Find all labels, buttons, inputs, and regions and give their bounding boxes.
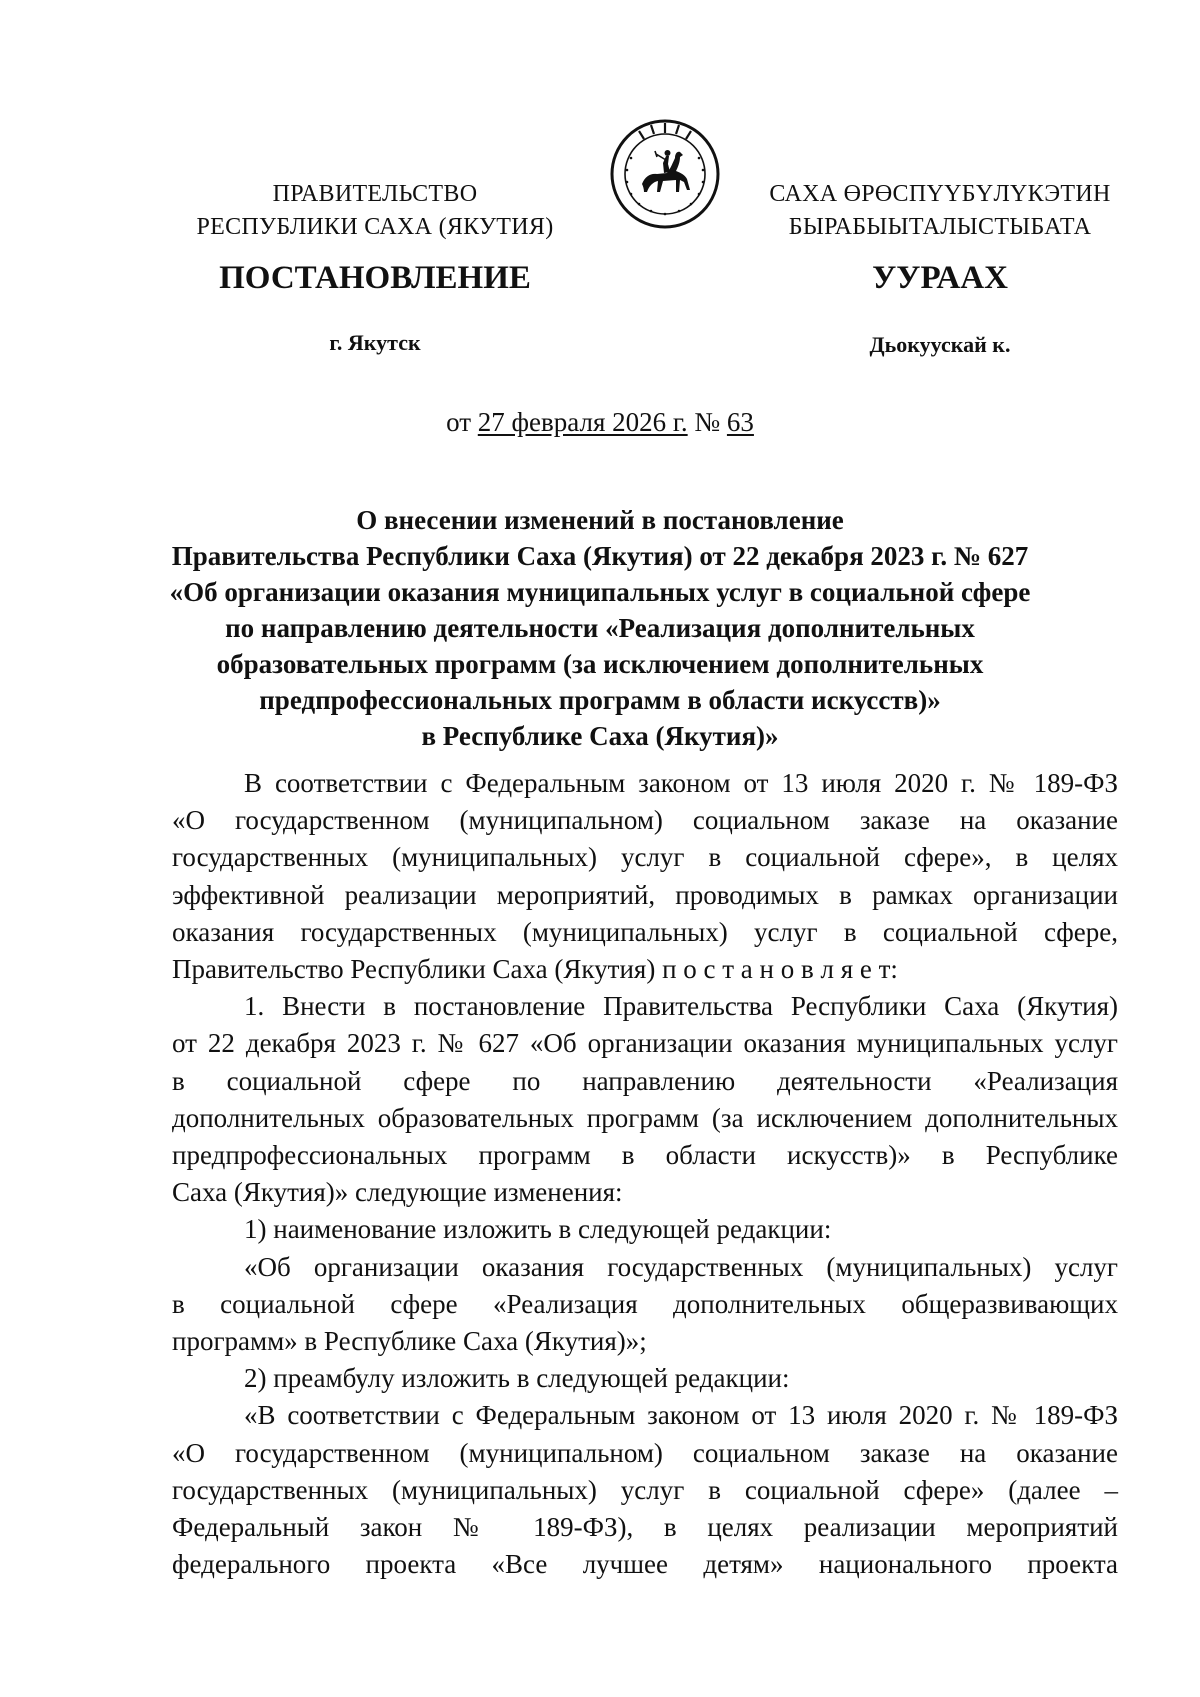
title-line: в Республике Саха (Якутия)» (421, 721, 779, 751)
title-line: О внесении изменений в постановление (356, 505, 844, 535)
body-line: предпрофессиональных программ в области искусств)» в Республике (172, 1140, 1118, 1171)
date-prefix: от (446, 407, 472, 437)
city-yakut: Дьокуускай к. (869, 332, 1011, 357)
body-line: «О государственном (муниципальном) социальном заказе на оказание (172, 1437, 1118, 1468)
body-line: федерального проекта «Все лучшее детям» национального проекта (172, 1549, 1118, 1580)
city-russian: г. Якутск (329, 330, 421, 355)
doc-type-russian: ПОСТАНОВЛЕНИЕ (219, 260, 531, 296)
title-line: по направлению деятельности «Реализация дополнительных (225, 613, 975, 643)
body-line: 1. Внести в постановление Правительства Республики Саха (Якутия) (244, 991, 1118, 1022)
document-date: 27 февраля 2026 г. (477, 407, 688, 437)
body-line: государственных (муниципальных) услуг в социальной сфере», в целях (172, 842, 1118, 873)
body-line: «Об организации оказания государственных (муниципальных) услуг (244, 1251, 1118, 1282)
document-body (172, 765, 1118, 1583)
document-number: 63 (726, 407, 754, 437)
government-name-yakut (720, 178, 1160, 244)
body-line: от 22 декабря 2023 г. № 627 «Об организации оказания муниципальных услуг (172, 1028, 1118, 1059)
government-name-line-1: ПРАВИТЕЛЬСТВО (272, 181, 478, 207)
date-number-line (0, 404, 1200, 440)
resolves-prefix: Правительство Республики Саха (Якутия) (172, 954, 656, 985)
body-line: эффективной реализации мероприятий, проводимых в рамках организации (172, 879, 1118, 910)
body-line: В соответствии с Федеральным законом от 13 июля 2020 г. № 189-ФЗ (244, 768, 1118, 798)
title-line: предпрофессиональных программ в области искусств)» (259, 685, 941, 715)
body-line: программ» в Республике Саха (Якутия)»; (172, 1326, 647, 1357)
title-line: Правительства Республики Саха (Якутия) от 22 декабря 2023 г. № 627 (171, 541, 1029, 571)
body-line: 1) наименование изложить в следующей редакции: (244, 1214, 832, 1245)
body-line: «О государственном (муниципальном) социальном заказе на оказание (172, 805, 1118, 836)
government-name-russian (150, 178, 600, 244)
title-line: «Об организации оказания муниципальных услуг в социальной сфере (169, 577, 1031, 607)
body-line: дополнительных образовательных программ (за исключением дополнительных (172, 1102, 1118, 1133)
title-line: образовательных программ (за исключением дополнительных (216, 649, 984, 679)
government-name-yakut-line-1: САХА ӨРӨСПҮҮБҮЛҮКЭТИН (769, 181, 1111, 207)
body-line: Федеральный закон № 189-ФЗ), в целях реализации мероприятий (172, 1512, 1118, 1543)
number-sign: № (694, 407, 721, 437)
body-line: 2) преамбулу изложить в следующей редакции: (244, 1363, 790, 1394)
body-line: государственных (муниципальных) услуг в социальной сфере» (далее – (172, 1474, 1118, 1505)
doc-type-yakut: УУРААХ (872, 260, 1008, 296)
body-line-resolves (172, 951, 1118, 988)
body-line: «В соответствии с Федеральным законом от 13 июля 2020 г. № 189-ФЗ (244, 1400, 1118, 1431)
body-line: в социальной сфере «Реализация дополнительных общеразвивающих (172, 1288, 1118, 1319)
body-line: Саха (Якутия)» следующие изменения: (172, 1177, 623, 1208)
body-line: в социальной сфере по направлению деятельности «Реализация (172, 1065, 1118, 1096)
resolves-word: п о с т а н о в л я е т: (662, 954, 898, 985)
government-name-yakut-line-2: БЫРАБЫЫТАЛЫСТЫБАТА (788, 214, 1092, 240)
document-title (150, 502, 1050, 754)
government-name-line-2: РЕСПУБЛИКИ САХА (ЯКУТИЯ) (196, 214, 554, 240)
coat-of-arms-icon (609, 118, 721, 230)
body-line: оказания государственных (муниципальных) услуг в социальной сфере, (172, 916, 1118, 947)
